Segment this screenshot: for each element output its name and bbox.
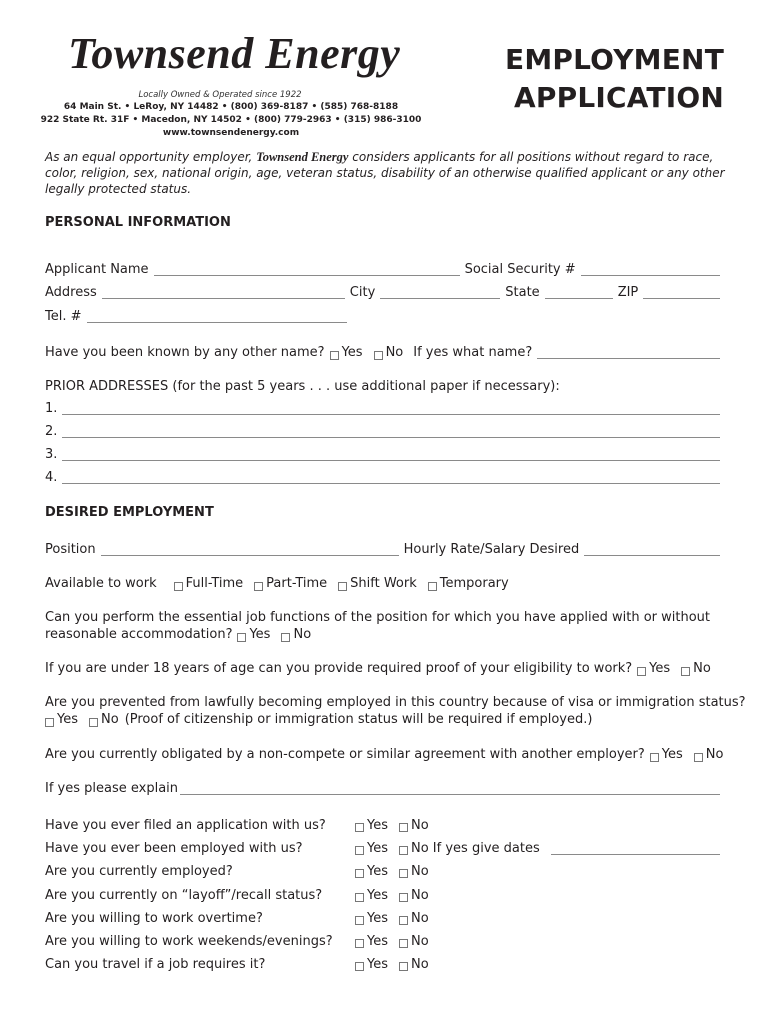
no-checkbox[interactable]: [399, 939, 408, 948]
yes-checkbox[interactable]: [355, 846, 364, 855]
question-employed-with-us: Have you ever been employed with us?: [45, 841, 303, 856]
yes-option[interactable]: [350, 934, 388, 949]
city-field[interactable]: [380, 286, 500, 299]
row-noncompete: [45, 745, 725, 763]
company-logo: Townsend Energy: [68, 29, 401, 78]
prior-address-number: 4.: [45, 470, 58, 485]
prior-address-number: 1.: [45, 401, 58, 416]
no-option[interactable]: [394, 888, 429, 903]
no-label: No: [411, 957, 429, 972]
prior-address-number: 3.: [45, 447, 58, 462]
applicant-name-field[interactable]: [154, 263, 460, 276]
other-name-yes-checkbox[interactable]: [330, 351, 339, 360]
shift-work-option[interactable]: [333, 576, 417, 592]
answer-travel: [350, 957, 435, 972]
row-prevented-line-2: [40, 710, 725, 728]
row-essential-line-1: [45, 608, 725, 626]
other-name-no-option[interactable]: [369, 345, 404, 361]
yes-label: Yes: [249, 627, 271, 642]
row-tel: [45, 307, 725, 325]
full-time-option[interactable]: [169, 576, 244, 592]
section-heading-desired: DESIRED EMPLOYMENT: [45, 505, 214, 520]
yes-option[interactable]: [350, 888, 388, 903]
noncompete-no-option[interactable]: [689, 747, 724, 763]
yes-checkbox[interactable]: [355, 869, 364, 878]
shift-work-label: Shift Work: [350, 576, 417, 591]
temporary-option[interactable]: [423, 576, 509, 592]
question-travel: Can you travel if a job requires it?: [45, 957, 266, 972]
noncompete-no-checkbox[interactable]: [694, 753, 703, 762]
yes-label: Yes: [367, 911, 388, 926]
position-label: Position: [45, 542, 96, 557]
other-name-yes-option[interactable]: [325, 345, 363, 361]
prior-addresses-label: PRIOR ADDRESSES (for the past 5 years . . . use additional paper if necessary):: [45, 379, 560, 394]
noncompete-yes-option[interactable]: [645, 747, 683, 763]
part-time-label: Part-Time: [266, 576, 328, 591]
row-availability: [45, 574, 725, 592]
yes-option[interactable]: [350, 911, 388, 926]
no-label: No: [411, 888, 429, 903]
essential-yes-checkbox[interactable]: [237, 633, 246, 642]
yes-label: Yes: [649, 661, 671, 676]
essential-no-checkbox[interactable]: [281, 633, 290, 642]
yes-checkbox[interactable]: [355, 939, 364, 948]
no-label: No: [693, 661, 711, 676]
no-checkbox[interactable]: [399, 962, 408, 971]
proof-note: (Proof of citizenship or immigration status will be required if employed.): [124, 712, 593, 727]
eeo-statement-brand: Townsend Energy: [256, 150, 349, 164]
answer-filed-application: [350, 818, 435, 833]
explain-label: If yes please explain: [45, 781, 179, 796]
yes-option[interactable]: [350, 841, 388, 856]
employed-dates-field[interactable]: [551, 842, 720, 855]
question-filed-application: Have you ever filed an application with us?: [45, 818, 326, 833]
yes-checkbox[interactable]: [355, 893, 364, 902]
no-option[interactable]: [394, 818, 429, 833]
no-label: No: [385, 345, 404, 360]
no-label: No: [101, 712, 119, 727]
section-heading-personal: PERSONAL INFORMATION: [45, 215, 231, 230]
tel-field[interactable]: [87, 310, 347, 323]
no-checkbox[interactable]: [399, 869, 408, 878]
row-address: [45, 283, 725, 301]
row-other-name: [45, 343, 725, 361]
prior-address-field[interactable]: [62, 471, 720, 484]
answer-currently-employed: [350, 864, 435, 879]
no-option[interactable]: [394, 911, 429, 926]
form-title-line-1: EMPLOYMENT: [505, 43, 724, 76]
row-prevented-line-1: [45, 693, 746, 711]
rate-field[interactable]: [584, 543, 720, 556]
no-if-yes-dates-label: No If yes give dates: [411, 841, 540, 856]
no-label: No: [705, 747, 724, 762]
prevented-question: Are you prevented from lawfully becoming employed in this country because of visa or immigration status?: [45, 695, 746, 710]
prevented-no-checkbox[interactable]: [89, 718, 98, 727]
noncompete-question: Are you currently obligated by a non-compete or similar agreement with another employer?: [45, 747, 645, 762]
explain-field[interactable]: [180, 782, 720, 795]
no-checkbox[interactable]: [399, 893, 408, 902]
part-time-checkbox[interactable]: [254, 582, 263, 591]
company-address-2: 922 State Rt. 31F • Macedon, NY 14502 • (800) 779-2963 • (315) 986-3100: [40, 115, 422, 125]
company-address-1: 64 Main St. • LeRoy, NY 14482 • (800) 369-8187 • (585) 768-8188: [63, 102, 399, 112]
temporary-checkbox[interactable]: [428, 582, 437, 591]
yes-option[interactable]: [350, 864, 388, 879]
noncompete-yes-checkbox[interactable]: [650, 753, 659, 762]
ssn-field[interactable]: [581, 263, 720, 276]
eeo-statement-after: considers applicants for all positions without regard to race, color, religion, sex, national origin, age, veteran status, disability of an otherwise qualified applicant or any other legally protected status.: [45, 150, 725, 196]
no-label: No: [411, 818, 429, 833]
yes-label: Yes: [367, 818, 388, 833]
temporary-label: Temporary: [439, 576, 509, 591]
other-name-no-checkbox[interactable]: [374, 351, 383, 360]
prior-address-row: [45, 399, 725, 417]
yes-label: Yes: [341, 345, 363, 360]
prevented-no-option[interactable]: [84, 712, 119, 728]
address-field[interactable]: [102, 286, 345, 299]
no-option[interactable]: [394, 841, 540, 856]
yes-label: Yes: [367, 934, 388, 949]
tel-label: Tel. #: [45, 309, 82, 324]
no-option[interactable]: [394, 957, 429, 972]
no-label: No: [411, 864, 429, 879]
prior-address-number: 2.: [45, 424, 58, 439]
state-label: State: [505, 285, 540, 300]
essential-no-option[interactable]: [276, 627, 311, 643]
answer-weekends-evenings: [350, 934, 435, 949]
prior-address-row: [45, 422, 725, 440]
question-overtime: Are you willing to work overtime?: [45, 911, 263, 926]
part-time-option[interactable]: [249, 576, 327, 592]
row-prior-addresses-heading: [45, 377, 725, 395]
applicant-name-label: Applicant Name: [45, 262, 149, 277]
prior-address-field[interactable]: [62, 425, 720, 438]
under-18-yes-checkbox[interactable]: [637, 667, 646, 676]
row-name-ssn: [45, 260, 725, 278]
prior-address-row: [45, 445, 725, 463]
yes-option[interactable]: [350, 818, 388, 833]
no-option[interactable]: [394, 864, 429, 879]
prior-address-field[interactable]: [62, 448, 720, 461]
no-label: No: [293, 627, 312, 642]
other-name-field[interactable]: [537, 346, 720, 359]
under-18-question: If you are under 18 years of age can you provide required proof of your eligibility to work?: [45, 661, 633, 676]
yes-label: Yes: [367, 841, 388, 856]
yes-label: Yes: [57, 712, 78, 727]
yes-label: Yes: [367, 864, 388, 879]
available-label: Available to work: [45, 576, 157, 591]
row-position: [45, 540, 725, 558]
state-field[interactable]: [545, 286, 613, 299]
zip-label: ZIP: [617, 285, 639, 300]
prevented-yes-option[interactable]: [40, 712, 78, 728]
row-under-18: [45, 659, 725, 677]
prevented-yes-checkbox[interactable]: [45, 718, 54, 727]
yes-label: Yes: [661, 747, 683, 762]
if-yes-name-label: If yes what name?: [413, 345, 533, 360]
yes-label: Yes: [367, 888, 388, 903]
address-label: Address: [45, 285, 97, 300]
no-checkbox[interactable]: [399, 846, 408, 855]
under-18-no-option[interactable]: [676, 661, 711, 677]
under-18-no-checkbox[interactable]: [681, 667, 690, 676]
no-checkbox[interactable]: [399, 823, 408, 832]
row-explain: [45, 779, 725, 797]
prior-address-row: [45, 468, 725, 486]
yes-checkbox[interactable]: [355, 823, 364, 832]
eeo-statement-before: As an equal opportunity employer,: [45, 150, 257, 164]
yes-checkbox[interactable]: [355, 962, 364, 971]
city-label: City: [349, 285, 376, 300]
eeo-statement: [45, 149, 725, 197]
ssn-label: Social Security #: [464, 262, 576, 277]
full-time-checkbox[interactable]: [174, 582, 183, 591]
shift-work-checkbox[interactable]: [338, 582, 347, 591]
answer-employed-with-us: [350, 841, 725, 856]
no-label: No: [411, 911, 429, 926]
yes-label: Yes: [367, 957, 388, 972]
form-title-line-2: APPLICATION: [514, 81, 724, 114]
prior-address-field[interactable]: [62, 402, 720, 415]
no-label: No: [411, 934, 429, 949]
under-18-yes-option[interactable]: [632, 661, 670, 677]
answer-overtime: [350, 911, 435, 926]
essential-question-line-1: Can you perform the essential job functions of the position for which you have applied with or without: [45, 610, 710, 625]
yes-checkbox[interactable]: [355, 916, 364, 925]
yes-option[interactable]: [350, 957, 388, 972]
essential-yes-option[interactable]: [232, 627, 270, 643]
answer-layoff-status: [350, 888, 435, 903]
row-essential-line-2: [45, 625, 725, 643]
question-layoff-status: Are you currently on “layoff”/recall status?: [45, 888, 323, 903]
question-currently-employed: Are you currently employed?: [45, 864, 233, 879]
full-time-label: Full-Time: [185, 576, 244, 591]
essential-question-line-2: reasonable accommodation?: [45, 627, 233, 642]
no-checkbox[interactable]: [399, 916, 408, 925]
position-field[interactable]: [101, 543, 399, 556]
no-option[interactable]: [394, 934, 429, 949]
rate-label: Hourly Rate/Salary Desired: [403, 542, 580, 557]
company-tagline: Locally Owned & Operated since 1922: [138, 90, 302, 100]
other-name-question: Have you been known by any other name?: [45, 345, 325, 360]
zip-field[interactable]: [643, 286, 720, 299]
question-weekends-evenings: Are you willing to work weekends/evenings?: [45, 934, 333, 949]
company-website: www.townsendenergy.com: [162, 128, 300, 138]
